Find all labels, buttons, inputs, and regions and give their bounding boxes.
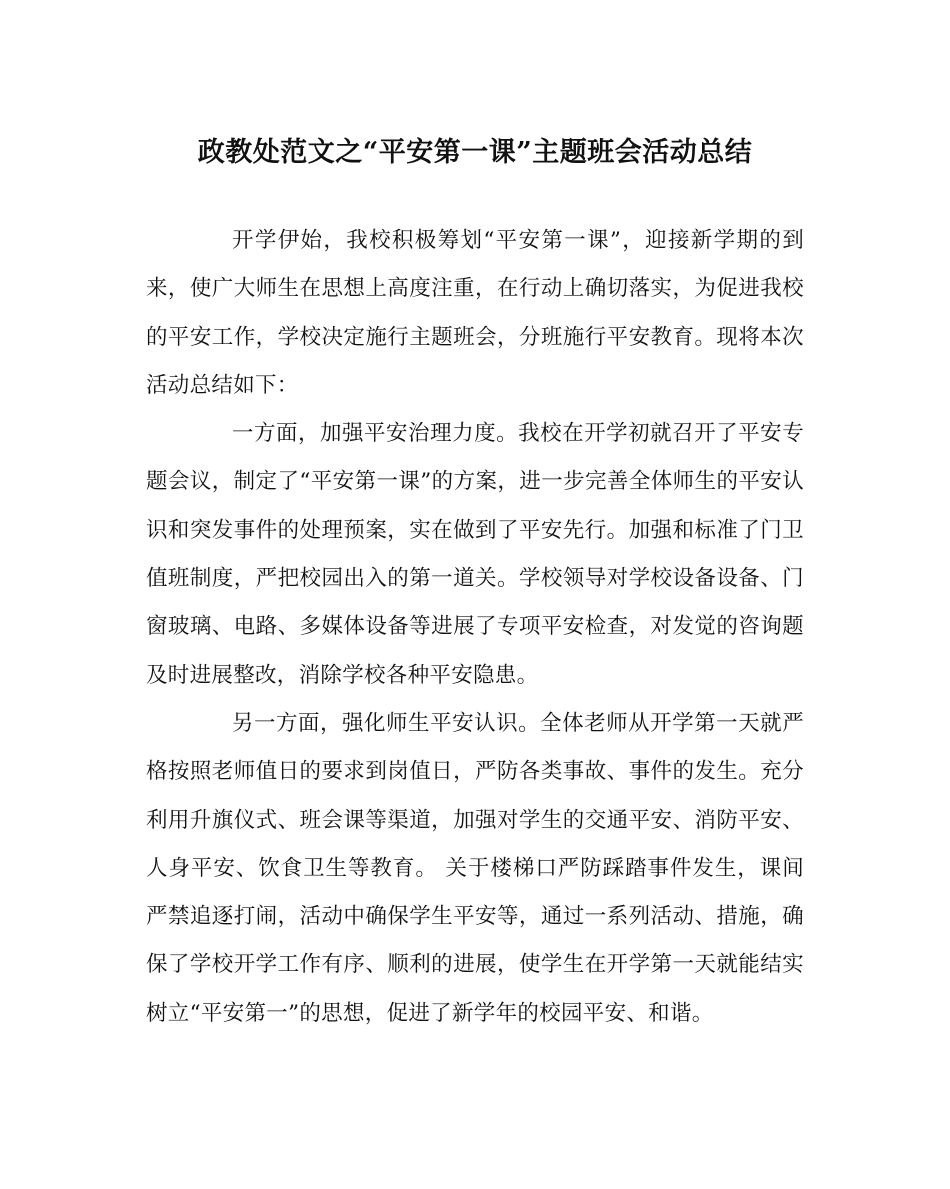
paragraph-safety-management: 一方面，加强平安治理力度。我校在开学初就召开了平安专题会议，制定了“平安第一课”的方案，进一步完善全体师生的平安认识和突发事件的处理预案，实在做到了平安先行。加强和标准了门卫值班制度，严把校园出入的第一道关。学校领导对学校设备设备、门窗玻璃、电路、多媒体设备等进展了专项平安检查，对发觉的咨询题及时进展整改，消除学校各种平安隐患。	[146, 421, 804, 688]
document-body	[146, 217, 804, 1038]
document-title: 政教处范文之“平安第一课”主题班会活动总结	[197, 137, 753, 168]
paragraph-safety-awareness: 另一方面，强化师生平安认识。全体老师从开学第一天就严格按照老师值日的要求到岗值日，严防各类事故、事件的发生。充分利用升旗仪式、班会课等渠道，加强对学生的交通平安、消防平安、人身平安、饮食卫生等教育。 关于楼梯口严防踩踏事件发生，课间严禁追逐打闹，活动中确保学生平安等，通过一系列活动、措施，确保了学校开学工作有序、顺利的进展，使学生在开学第一天就能结实树立“平安第一”的思想，促进了新学年的校园平安、和谐。	[146, 710, 804, 1026]
paragraph-intro: 开学伊始，我校积极筹划“平安第一课”，迎接新学期的到来，使广大师生在思想上高度注重，在行动上确切落实，为促进我校的平安工作，学校决定施行主题班会，分班施行平安教育。现将本次活动总结如下：	[146, 228, 804, 398]
